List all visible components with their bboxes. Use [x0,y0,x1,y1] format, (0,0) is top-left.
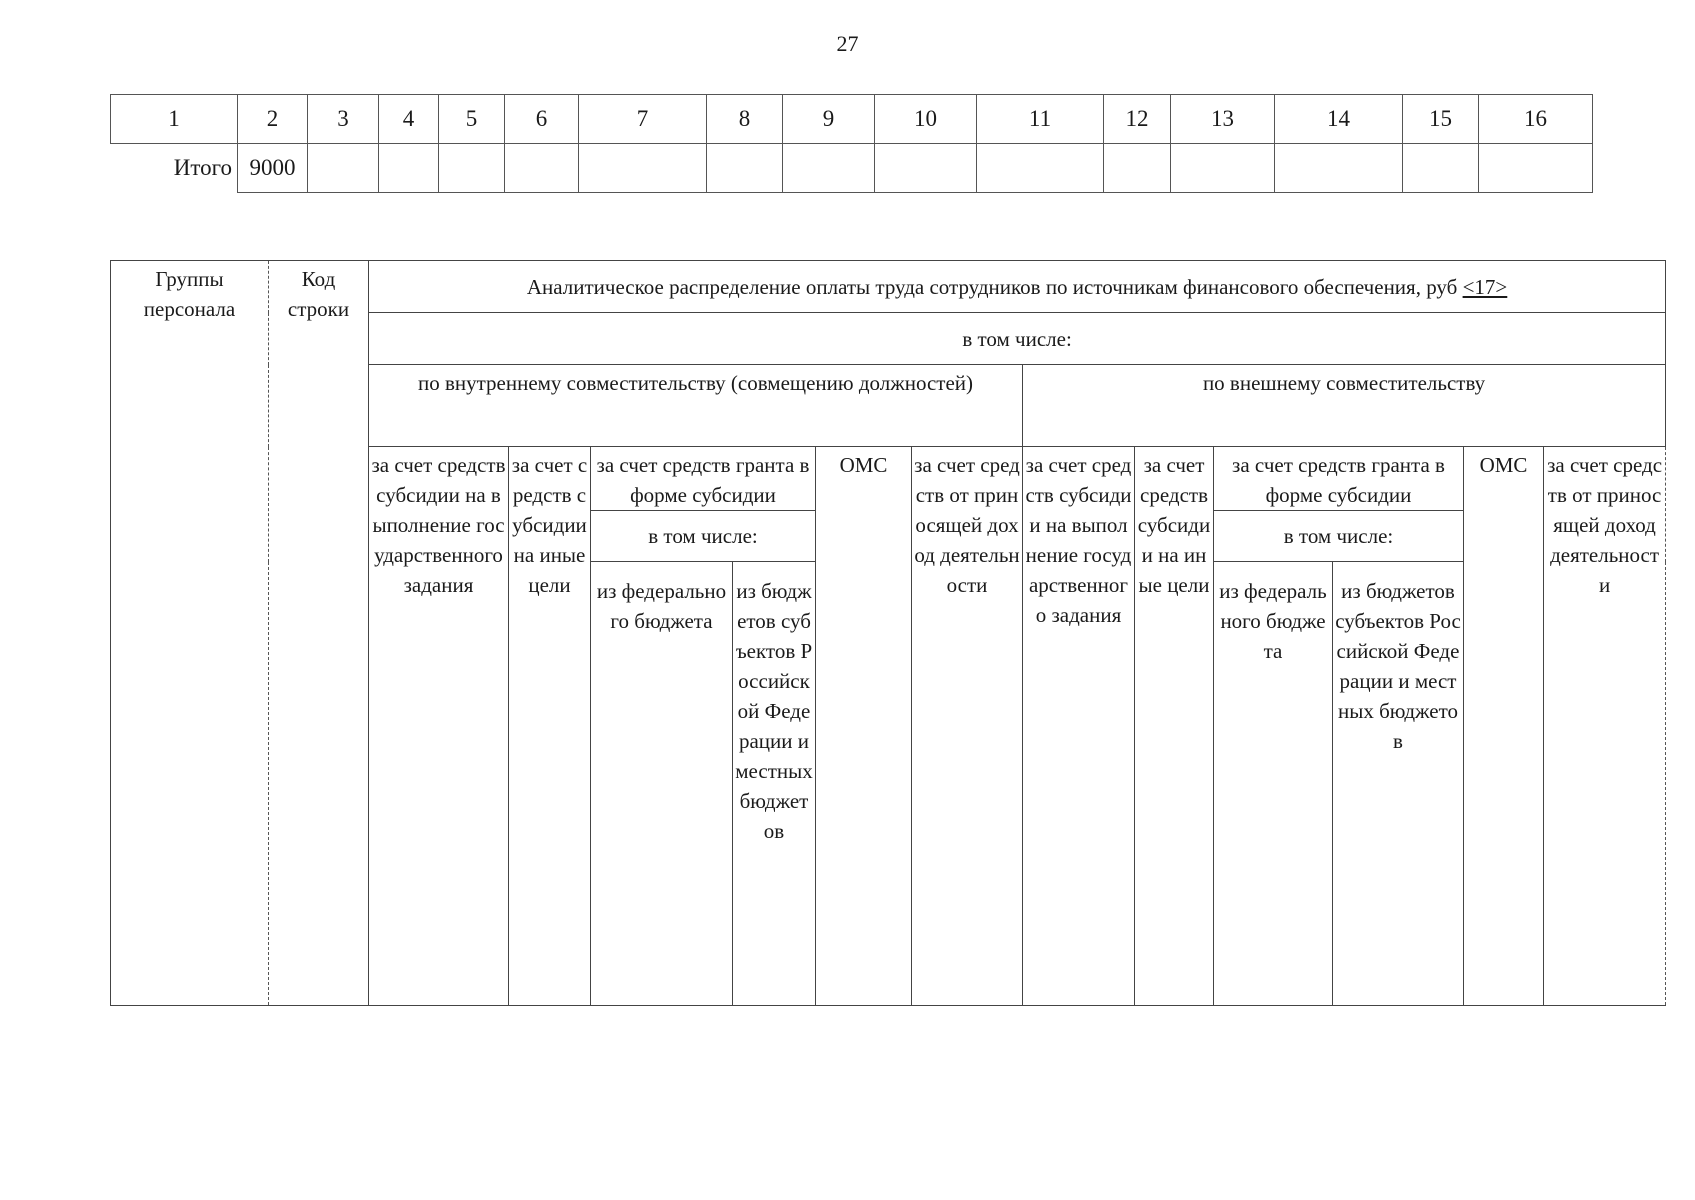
total-cell [977,144,1104,193]
column-number: 14 [1275,95,1403,144]
distribution-title-text: Аналитическое распределение оплаты труда сотрудников по источникам финансового обеспечения, руб [526,274,1458,299]
internal-grant-label: за счет средств гранта в форме субсидии [596,453,810,507]
column-number: 10 [875,95,977,144]
total-cell [1275,144,1403,193]
column-number: 12 [1104,95,1171,144]
column-number: 13 [1171,95,1275,144]
column-number: 2 [238,95,308,144]
total-cell [1171,144,1275,193]
internal-state-task-subsidy-header: за счет средств субсидии на выполнение государственного задания [369,447,509,1006]
external-regional-budgets-header: из бюджетов субъектов Российской Федерации и местных бюджетов [1333,562,1464,1006]
column-number: 9 [783,95,875,144]
total-cell [783,144,875,193]
column-number: 11 [977,95,1104,144]
total-row [111,144,1593,193]
total-cell [308,144,379,193]
including-header: в том числе: [369,313,1666,365]
external-state-task-subsidy-header: за счет средств субсидии на выполнение государственного задания [1023,447,1135,1006]
distribution-title [369,261,1666,313]
column-number: 3 [308,95,379,144]
total-cell [379,144,439,193]
total-cell [439,144,505,193]
column-number: 6 [505,95,579,144]
column-number: 16 [1479,95,1593,144]
internal-grant-header [591,447,816,562]
total-cell [1403,144,1479,193]
payroll-distribution-header-table [110,260,1666,1006]
internal-combination-header: по внутреннему совместительству (совмещению должностей) [369,365,1023,447]
column-number: 5 [439,95,505,144]
external-grant-label: за счет средств гранта в форме субсидии [1232,453,1445,507]
total-label: Итого [111,144,238,193]
column-number: 4 [379,95,439,144]
internal-oms-header: ОМС [816,447,912,1006]
internal-regional-budgets-header: из бюджетов субъектов Российской Федерации и местных бюджетов [733,562,816,1006]
total-cell [1104,144,1171,193]
internal-federal-budget-header: из федерального бюджета [591,562,733,1006]
total-cell [875,144,977,193]
page-number: 27 [836,31,859,56]
internal-other-subsidy-header: за счет средств субсидии на иные цели [509,447,591,1006]
column-numbers-row [111,95,1593,144]
external-oms-header: ОМС [1464,447,1544,1006]
column-numbers-table [110,94,1593,193]
total-code: 9000 [238,144,308,193]
total-cell [579,144,707,193]
external-other-subsidy-header: за счет средств субсидии на иные цели [1135,447,1214,1006]
internal-grant-including: в том числе: [591,510,815,561]
external-combination-header: по внешнему совместительству [1023,365,1666,447]
external-grant-including: в том числе: [1214,510,1463,561]
column-number: 8 [707,95,783,144]
external-grant-header [1214,447,1464,562]
personnel-groups-header: Группы персонала [111,261,269,1006]
total-cell [1479,144,1593,193]
external-income-activity-header: за счет средств от приносящей доход деятельности [1544,447,1666,1006]
footnote-link[interactable]: <17> [1462,274,1508,299]
column-number: 1 [111,95,238,144]
column-number: 15 [1403,95,1479,144]
total-cell [505,144,579,193]
row-code-header: Код строки [269,261,369,1006]
total-cell [707,144,783,193]
external-federal-budget-header: из федерального бюджета [1214,562,1333,1006]
internal-income-activity-header: за счет средств от приносящей доход деятельности [912,447,1023,1006]
column-number: 7 [579,95,707,144]
